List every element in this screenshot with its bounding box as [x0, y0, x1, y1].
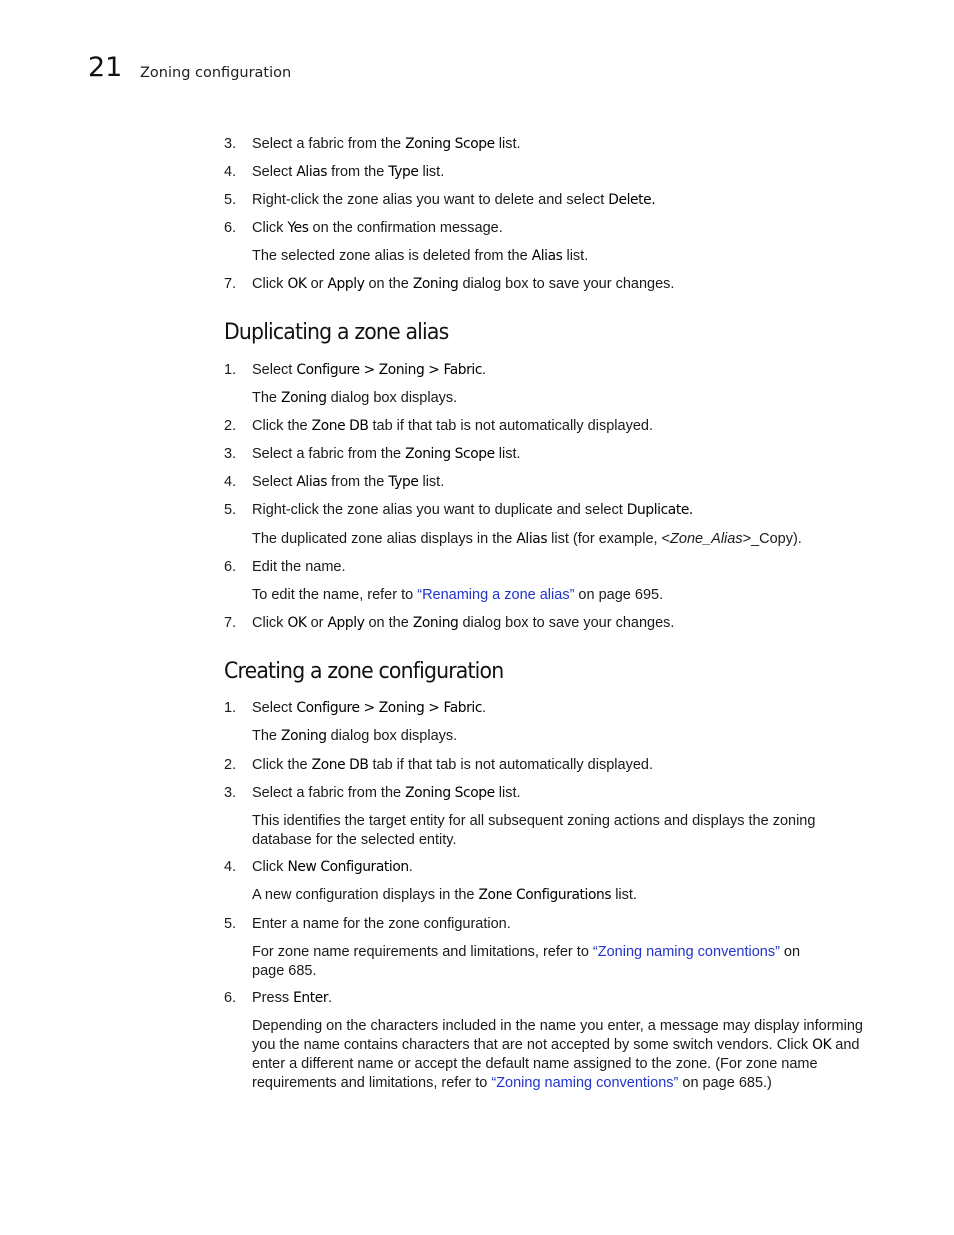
section-heading-duplicating: Duplicating a zone alias [224, 320, 449, 345]
link-zoning-naming-conventions[interactable]: “Zoning naming conventions” [592, 944, 780, 960]
create-step-4-result: A new configuration displays in the Zone Configurations list. [252, 887, 637, 903]
chapter-number: 21 [88, 52, 123, 83]
section-heading-creating: Creating a zone configuration [224, 659, 504, 684]
create-step-3-result: This identifies the target entity for all subsequent zoning actions and displays the zoning database for the selected entity. [252, 813, 816, 848]
link-zoning-naming-conventions-2[interactable]: “Zoning naming conventions” [491, 1075, 679, 1091]
create-step-1-result: The Zoning dialog box displays. [252, 728, 458, 744]
dup-step-5-result: The duplicated zone alias displays in the Alias list (for example, <Zone_Alias>_Copy). [252, 531, 802, 547]
create-step-5-result: For zone name requirements and limitations, refer to “Zoning naming conventions” on page 685. [252, 944, 801, 979]
dup-step-6-result: To edit the name, refer to “Renaming a zone alias” on page 695. [252, 587, 664, 603]
dup-step-1-result: The Zoning dialog box displays. [252, 390, 458, 406]
link-renaming-zone-alias[interactable]: “Renaming a zone alias” [417, 587, 575, 603]
chapter-title: Zoning configuration [140, 65, 292, 81]
delete-step-6-result: The selected zone alias is deleted from the Alias list. [252, 248, 589, 264]
create-step-6-result: Depending on the characters included in the name you enter, a message may display informing you the name contains characters that are not accepted by some switch vendors. Click OK and enter a different name or accept the default name assigned to the zone. (For zone name requirements and limitations, refer to “Zoning naming conventions” on page 685.) [252, 1018, 863, 1091]
